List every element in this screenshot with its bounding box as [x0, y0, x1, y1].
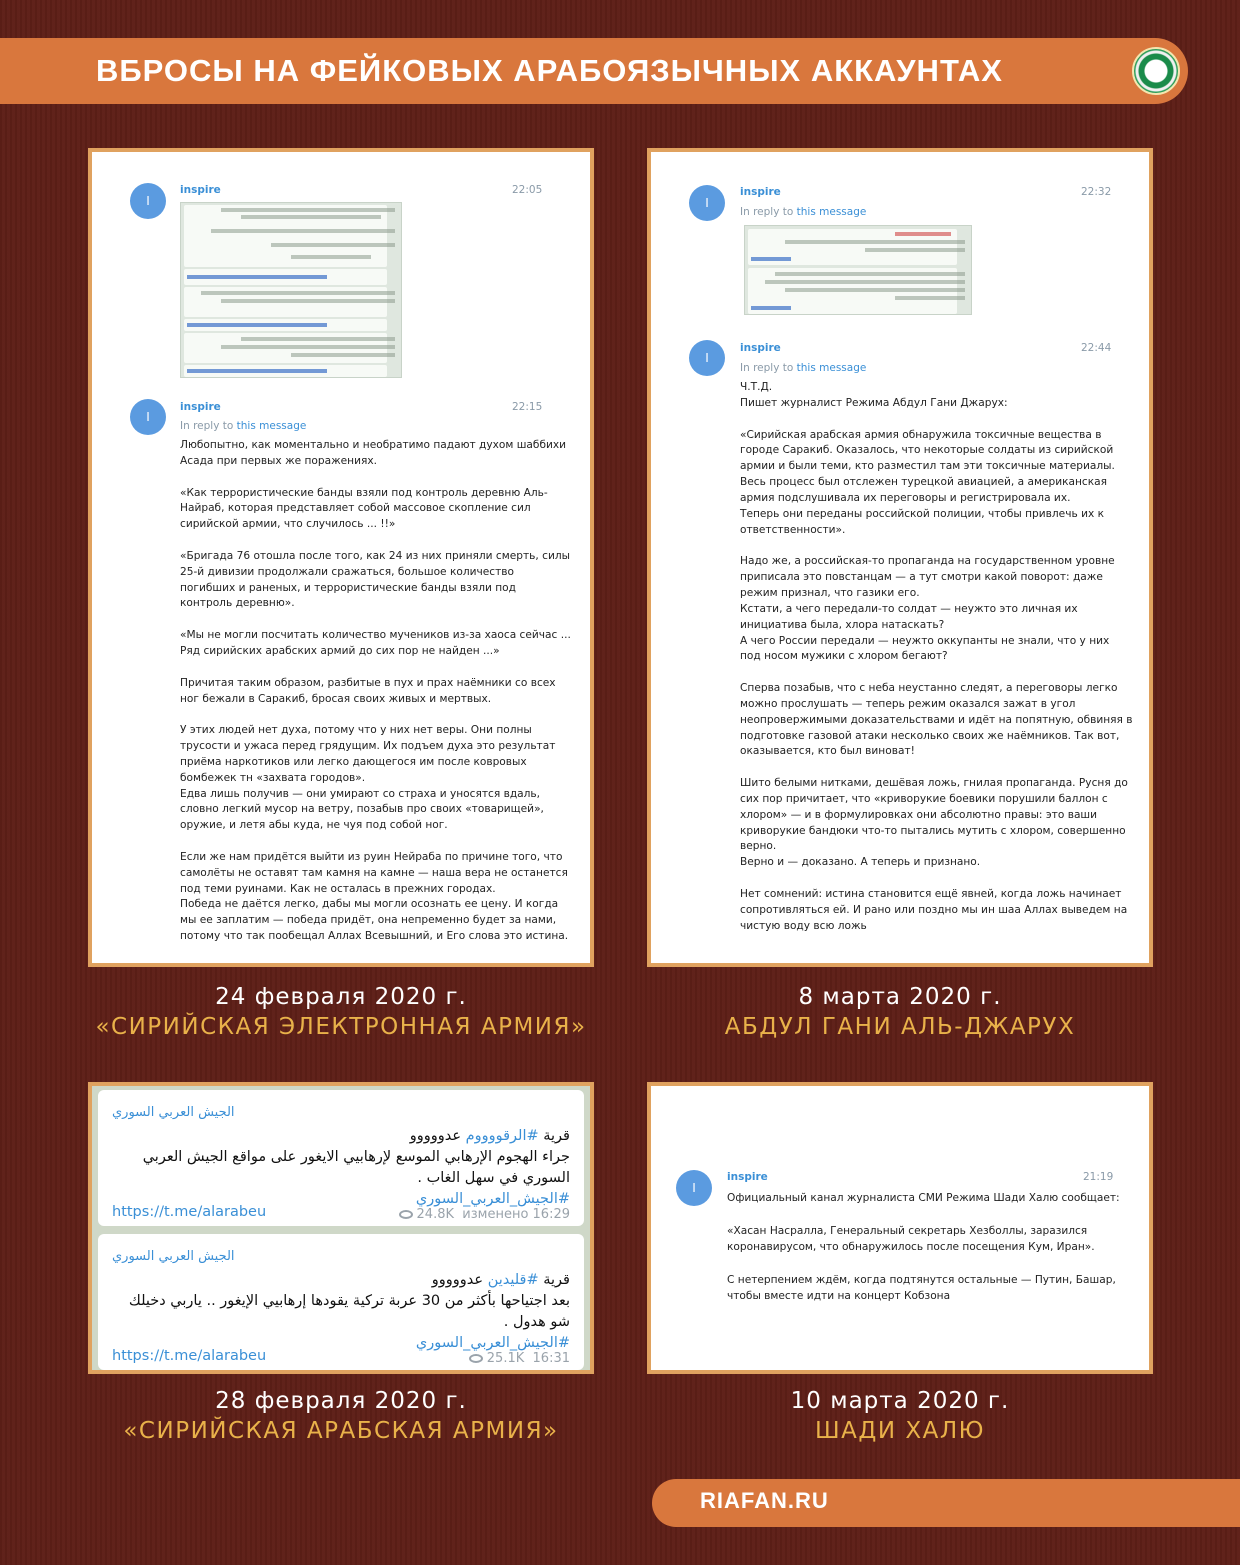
screenshot-panel-2 — [647, 148, 1153, 967]
eye-icon — [399, 1210, 413, 1219]
post-prefix: قرية — [538, 1272, 570, 1288]
avatar[interactable]: I — [130, 183, 166, 219]
sender-name[interactable]: inspire — [727, 1171, 768, 1183]
footer-banner — [652, 1479, 1240, 1527]
logo-icon — [1132, 47, 1180, 95]
message-text: Официальный канал журналиста СМИ Режима Шади Халю сообщает: «Хасан Насралла, Генеральный секретарь Хезболлы, заразился коронавирусом, что обнаружилось после посещения Кум, Иран». С нетерпением ждём, когда подтянутся остальные — Путин, Башар, чтобы вместе идти на концерт Кобзона — [727, 1192, 1120, 1303]
post-text — [112, 1126, 570, 1210]
reply-link[interactable]: this message — [796, 362, 867, 374]
avatar[interactable]: I — [689, 340, 725, 376]
message-time: 22:32 — [1081, 186, 1112, 198]
caption-4 — [647, 1388, 1153, 1444]
reply-header[interactable] — [740, 362, 866, 374]
caption-2 — [647, 984, 1153, 1040]
reply-prefix: In reply to — [180, 420, 237, 432]
post-hashtag[interactable]: #الجيش_العربي_السوري — [415, 1335, 570, 1351]
caption-date: 24 февраля 2020 г. — [215, 984, 467, 1010]
post-time: 16:31 — [532, 1351, 570, 1366]
avatar[interactable]: I — [676, 1170, 712, 1206]
post-hashtag[interactable]: #الجيش_العربي_السوري — [415, 1191, 570, 1207]
message-time: 22:15 — [512, 401, 543, 413]
reply-prefix: In reply to — [740, 206, 797, 218]
sender-name[interactable]: inspire — [740, 342, 781, 354]
reply-prefix: In reply to — [740, 362, 797, 374]
caption-date: 10 марта 2020 г. — [790, 1388, 1010, 1414]
post-hashtag-village[interactable]: #قليدين — [487, 1272, 539, 1288]
channel-link[interactable]: https://t.me/alarabeu — [112, 1348, 267, 1364]
screenshot-panel-1 — [88, 148, 594, 967]
post-meta — [399, 1207, 570, 1222]
caption-name: «СИРИЙСКАЯ ЭЛЕКТРОННАЯ АРМИЯ» — [95, 1014, 587, 1040]
post-body: جراء الهجوم الإرهابي الموسع لإرهابيي الايغور على مواقع الجيش العربي السوري في سهل الغاب . — [142, 1149, 570, 1186]
page-title: ВБРОСЫ НА ФЕЙКОВЫХ АРАБОЯЗЫЧНЫХ АККАУНТАХ — [96, 53, 1003, 88]
channel-name[interactable]: الجيش العربي السوري — [112, 1105, 235, 1120]
message-time: 22:44 — [1081, 342, 1112, 354]
post-hashtag-village[interactable]: #الرقووووم — [465, 1128, 539, 1144]
edited-time: изменено 16:29 — [462, 1207, 570, 1222]
view-count: 24.8K — [416, 1207, 455, 1222]
post-prefix: قرية — [538, 1128, 570, 1144]
post-text — [112, 1270, 570, 1354]
post-body: بعد اجتياحها بأكثر من 30 عربة تركية يقودها إرهابيي الإيغور .. ياربي دخيلك شو هدول . — [128, 1293, 570, 1330]
message-text: Ч.Т.Д. Пишет журналист Режима Абдул Гани Джарух: «Сирийская арабская армия обнаружила токсичные вещества в городе Саракиб. Оказалось, что некоторые солдаты из сирийской армии и были теми, кто разместил там эти токсичные материалы. Весь процесс был отслежен турецкой авиацией, а американская армия подслушивала их переговоры и регистрировала их. Теперь они переданы российской полиции, чтобы привлечь их к ответственности». Надо же, а российская-то пропаганда на государственном уровне приписала это повстанцам — а тут смотри какой поворот: даже режим признал, что газики его. Кстати, а чего передали-то солдат — неужто это личная их инициатива была, хлора натаскать? А чего России передали — неужто оккупанты не знали, что у них под носом мужики с хлором бегают? Сперва позабыв, что с неба неустанно следят, а переговоры легко можно прослушать — теперь режим оказался зажат в угол неопровержимыми доказательствами и идёт на попятную, обвиняя в подготовке газовой атаки несколько своих же наёмников. Так вот, оказывается, кто был виноват! Шито белыми нитками, дешёвая ложь, гнилая пропаганда. Русня до сих пор причитает, что «криворукие боевики порушили баллон с хлором» — и в формулировках они абсолютно правы: это ваши криворукие бандюки что-то пытались мутить с хлором, совершенно верно. Верно и — доказано. А теперь и признано. Нет сомнений: истина становится ещё явней, когда ложь начинает сопротивляться ей. И рано или поздно мы ин шаа Аллах выведем на чистую воду всю ложь — [740, 381, 1133, 932]
post-suffix: عدووووو — [409, 1128, 466, 1144]
caption-3 — [88, 1388, 594, 1444]
caption-date: 28 февраля 2020 г. — [215, 1388, 467, 1414]
view-count: 25.1K — [486, 1351, 525, 1366]
screenshot-panel-3 — [88, 1082, 594, 1374]
message-text: Любопытно, как моментально и необратимо падают духом шаббихи Асада при первых же поражениях. «Как террористические банды взяли под контроль деревню Аль- Найраб, которая представляет собой массовое скопление сил сирийской армии, что случилось ... !!» «Бригада 76 отошла после того, как 24 из них приняли смерть, силы 25-й дивизии продолжали сражаться, большое количество погибших и раненых, и террористические банды взяли под контроль деревню». «Мы не могли посчитать количество мучеников из-за хаоса сейчас ... Ряд сирийских арабских армий до сих пор не найден ...» Причитая таким образом, разбитые в пух и прах наёмники со всех ног бежали в Саракиб, бросая своих живых и мертвых. У этих людей нет духа, потому что у них нет веры. Они полны трусости и ужаса перед грядущим. Их подъем духа это результат приёма наркотиков или легко дающегося им после ковровых бомбежек тн «захвата городов». Едва лишь получив — они умирают со страха и уносятся вдаль, словно легкий мусор на ветру, позабыв про своих «товарищей», оружие, и летя абы куда, не чуя под собой ног. Если же нам придётся выйти из руин Нейраба по причине того, что самолёты не оставят там камня на камне — наша вера не останется под теми руинами. Как не осталась в прежних городах. Победа не даётся легко, дабы мы могли осознать ее цену. И когда мы ее заплатим — победа придёт, она непременно будет за нами, потому что так пообещал Аллах Всевышний, и Его слова это истина. — [180, 439, 571, 943]
caption-name: АБДУЛ ГАНИ АЛЬ-ДЖАРУХ — [724, 1014, 1076, 1040]
reply-link[interactable]: this message — [796, 206, 867, 218]
site-link[interactable]: RIAFAN.RU — [700, 1488, 829, 1513]
caption-1 — [88, 984, 594, 1040]
post-suffix: عدووووو — [431, 1272, 488, 1288]
caption-date: 8 марта 2020 г. — [798, 984, 1002, 1010]
message-time: 21:19 — [1083, 1171, 1114, 1183]
sender-name[interactable]: inspire — [740, 186, 781, 198]
sender-name[interactable]: inspire — [180, 401, 221, 413]
sender-name[interactable]: inspire — [180, 184, 221, 196]
forwarded-image[interactable] — [180, 202, 402, 378]
channel-post-2 — [98, 1234, 584, 1370]
eye-icon — [469, 1354, 483, 1363]
avatar[interactable]: I — [130, 399, 166, 435]
caption-name: ШАДИ ХАЛЮ — [815, 1418, 985, 1444]
channel-post-1 — [98, 1090, 584, 1226]
reply-header[interactable] — [740, 206, 866, 218]
screenshot-panel-4 — [647, 1082, 1153, 1374]
avatar[interactable]: I — [689, 185, 725, 221]
channel-name[interactable]: الجيش العربي السوري — [112, 1249, 235, 1264]
reply-link[interactable]: this message — [236, 420, 307, 432]
reply-header[interactable] — [180, 420, 306, 432]
caption-name: «СИРИЙСКАЯ АРАБСКАЯ АРМИЯ» — [123, 1418, 559, 1444]
forwarded-image[interactable] — [744, 225, 972, 315]
header-banner — [0, 38, 1188, 104]
message-time: 22:05 — [512, 184, 543, 196]
post-meta — [469, 1351, 570, 1366]
channel-link[interactable]: https://t.me/alarabeu — [112, 1204, 267, 1220]
